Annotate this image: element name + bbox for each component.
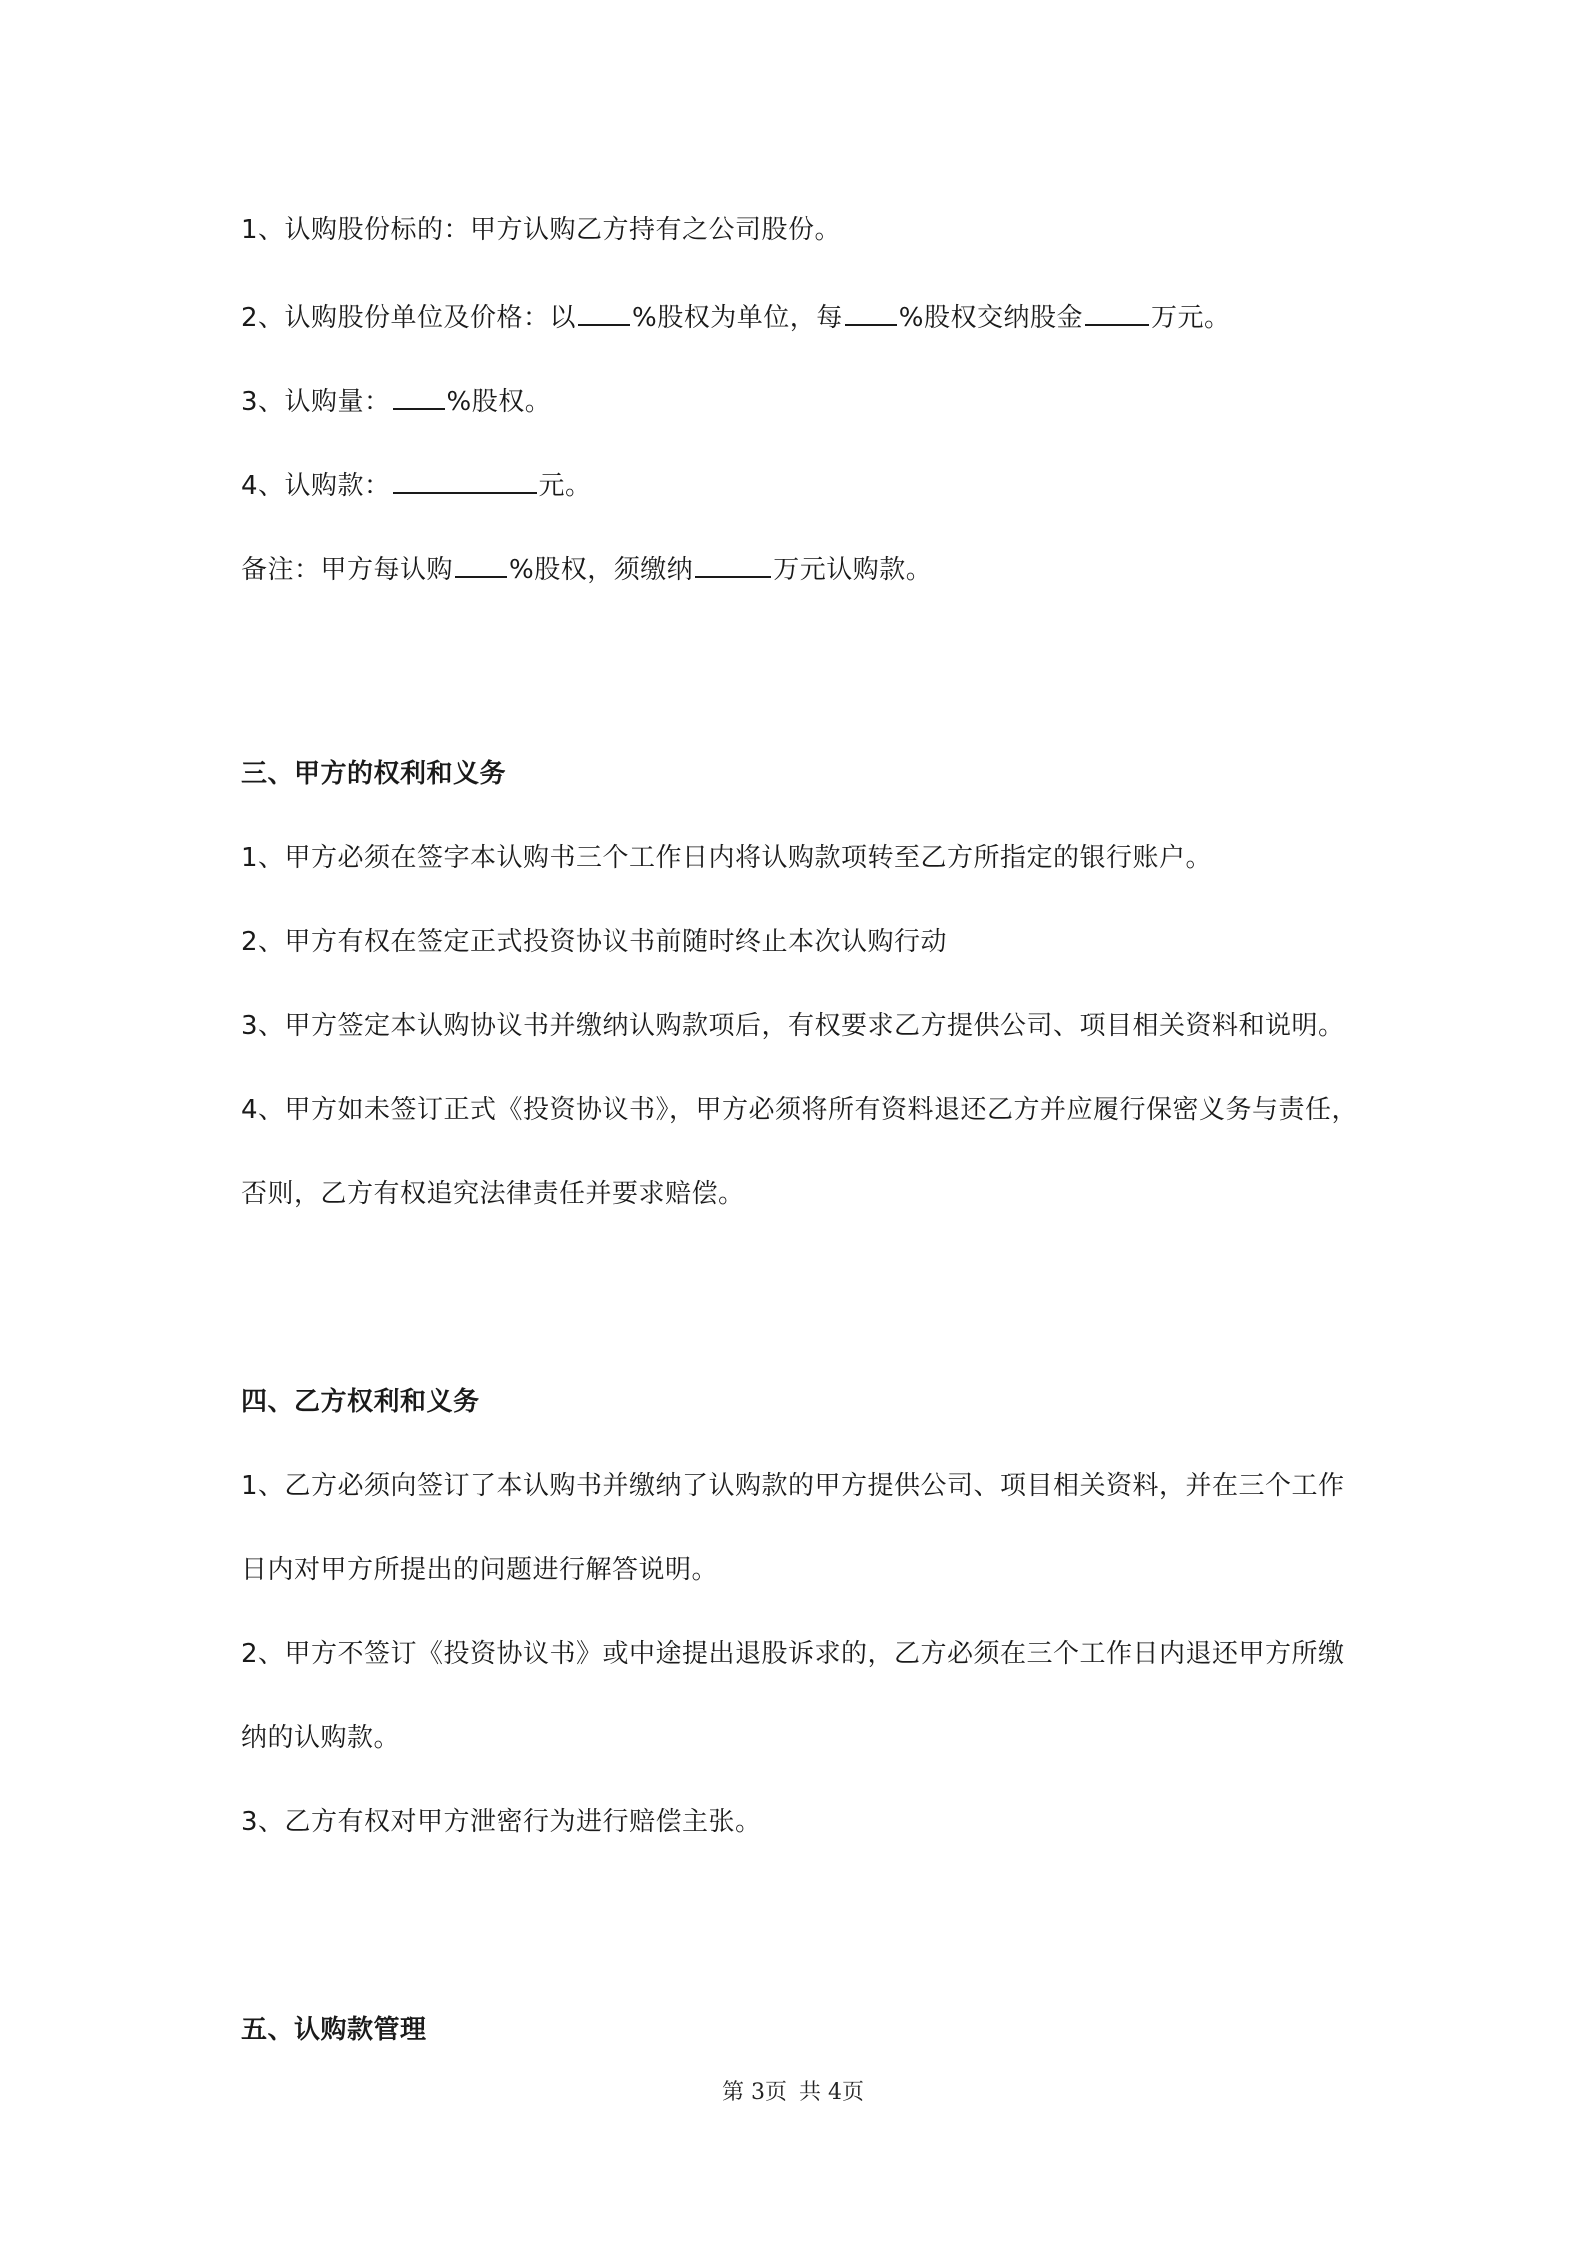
section4-item-1-line-1: 1、乙方必须向签订了本认购书并缴纳了认购款的甲方提供公司、项目相关资料，并在三个工作 bbox=[241, 1471, 1345, 1501]
section4-item-3: 3、乙方有权对甲方泄密行为进行赔偿主张。 bbox=[241, 1807, 762, 1837]
section-heading-payment-management: 五、认购款管理 bbox=[241, 2015, 427, 2045]
blank-line bbox=[695, 548, 771, 578]
note-text-1: 备注：甲方每认购 bbox=[241, 555, 454, 585]
section-heading-party-a-rights: 三、甲方的权利和义务 bbox=[241, 759, 507, 789]
item-subscription-amount-text-1: 3、认购量： bbox=[241, 387, 391, 417]
item-subscription-amount-text-2: %股权。 bbox=[446, 387, 552, 417]
item-share-unit-price-text-4: 万元。 bbox=[1150, 303, 1231, 333]
page-number-total: 共 4页 bbox=[799, 2080, 864, 2105]
item-subscription-payment-text-2: 元。 bbox=[538, 471, 592, 501]
note-text-2: %股权，须缴纳 bbox=[509, 555, 694, 585]
section4-item-2-line-2: 纳的认购款。 bbox=[241, 1723, 401, 1753]
blank-line bbox=[393, 464, 537, 494]
item-share-unit-price-text-1: 2、认购股份单位及价格：以 bbox=[241, 303, 577, 333]
item-subscription-target: 1、认购股份标的：甲方认购乙方持有之公司股份。 bbox=[241, 215, 842, 245]
section3-item-1: 1、甲方必须在签字本认购书三个工作日内将认购款项转至乙方所指定的银行账户。 bbox=[241, 843, 1213, 873]
note-line bbox=[241, 548, 932, 588]
note-text-3: 万元认购款。 bbox=[773, 555, 933, 585]
section3-item-4-line-1: 4、甲方如未签订正式《投资协议书》，甲方必须将所有资料退还乙方并应履行保密义务与责任， bbox=[241, 1095, 1359, 1125]
page-footer bbox=[0, 2078, 1586, 2108]
blank-line bbox=[455, 548, 507, 578]
blank-line bbox=[578, 296, 630, 326]
page-number-current: 第 3页 bbox=[722, 2080, 787, 2105]
item-subscription-amount bbox=[241, 380, 551, 420]
blank-line bbox=[845, 296, 897, 326]
item-subscription-payment-text-1: 4、认购款： bbox=[241, 471, 391, 501]
section4-item-1-line-2: 日内对甲方所提出的问题进行解答说明。 bbox=[241, 1555, 719, 1585]
item-subscription-payment bbox=[241, 464, 592, 504]
item-share-unit-price-text-2: %股权为单位，每 bbox=[632, 303, 843, 333]
item-share-unit-price-text-3: %股权交纳股金 bbox=[898, 303, 1083, 333]
blank-line bbox=[1085, 296, 1149, 326]
section3-item-4-line-2: 否则，乙方有权追究法律责任并要求赔偿。 bbox=[241, 1179, 745, 1209]
section3-item-3: 3、甲方签定本认购协议书并缴纳认购款项后，有权要求乙方提供公司、项目相关资料和说明。 bbox=[241, 1011, 1345, 1041]
item-share-unit-price bbox=[241, 296, 1231, 336]
section3-item-2: 2、甲方有权在签定正式投资协议书前随时终止本次认购行动 bbox=[241, 927, 948, 957]
section4-item-2-line-1: 2、甲方不签订《投资协议书》或中途提出退股诉求的，乙方必须在三个工作日内退还甲方所缴 bbox=[241, 1639, 1345, 1669]
section-heading-party-b-rights: 四、乙方权利和义务 bbox=[241, 1387, 480, 1417]
blank-line bbox=[393, 380, 445, 410]
